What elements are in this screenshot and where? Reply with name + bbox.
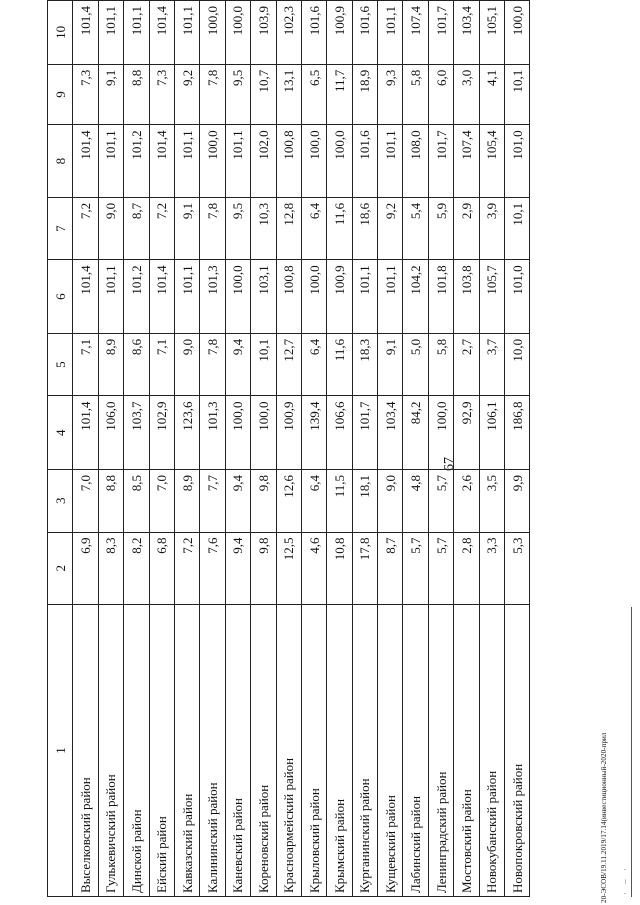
margin-line — [631, 607, 632, 897]
value-cell: 5,3 — [505, 532, 530, 604]
value-cell: 18,3 — [352, 333, 377, 396]
header-cell: 10 — [48, 1, 73, 65]
value-cell: 12,5 — [276, 532, 301, 604]
value-cell: 101,6 — [352, 1, 377, 65]
table-row — [505, 1, 530, 897]
value-cell: 7,0 — [73, 469, 98, 532]
value-cell: 103,1 — [251, 260, 276, 334]
header-cell: 3 — [48, 469, 73, 532]
header-cell: 1 — [48, 604, 73, 896]
value-cell: 6,4 — [301, 197, 326, 260]
value-cell: 5,9 — [428, 197, 453, 260]
value-cell: 101,4 — [73, 260, 98, 334]
value-cell: 101,4 — [73, 125, 98, 198]
district-name-cell: Калининский район — [200, 604, 225, 896]
value-cell: 84,2 — [403, 396, 428, 470]
table-row — [327, 1, 352, 897]
value-cell: 3,3 — [479, 532, 504, 604]
header-cell: 4 — [48, 396, 73, 470]
value-cell: 8,9 — [174, 469, 199, 532]
table-row — [98, 1, 123, 897]
value-cell: 123,6 — [174, 396, 199, 470]
value-cell: 12,7 — [276, 333, 301, 396]
value-cell: 9,4 — [225, 333, 250, 396]
value-cell: 7,8 — [200, 64, 225, 125]
value-cell: 100,0 — [428, 396, 453, 470]
value-cell: 6,0 — [428, 64, 453, 125]
value-cell: 104,2 — [403, 260, 428, 334]
value-cell: 2,6 — [454, 469, 479, 532]
value-cell: 101,1 — [98, 125, 123, 198]
value-cell: 108,0 — [403, 125, 428, 198]
value-cell: 101,2 — [124, 260, 149, 334]
margin-marks: · – · — [620, 865, 630, 895]
value-cell: 100,0 — [225, 396, 250, 470]
table-row — [479, 1, 504, 897]
table-header-row — [48, 1, 73, 897]
table-row — [73, 1, 98, 897]
table-row — [251, 1, 276, 897]
value-cell: 101,7 — [428, 125, 453, 198]
district-name-cell: Новокубанский район — [479, 604, 504, 896]
value-cell: 2,7 — [454, 333, 479, 396]
value-cell: 7,0 — [149, 469, 174, 532]
value-cell: 7,8 — [200, 333, 225, 396]
value-cell: 103,4 — [454, 1, 479, 65]
value-cell: 107,4 — [454, 125, 479, 198]
value-cell: 186,8 — [505, 396, 530, 470]
header-cell: 2 — [48, 532, 73, 604]
value-cell: 101,4 — [149, 125, 174, 198]
value-cell: 8,8 — [98, 469, 123, 532]
district-name-cell: Кущевский район — [378, 604, 403, 896]
value-cell: 9,0 — [98, 197, 123, 260]
value-cell: 5,4 — [403, 197, 428, 260]
value-cell: 9,1 — [98, 64, 123, 125]
value-cell: 7,7 — [200, 469, 225, 532]
value-cell: 7,1 — [73, 333, 98, 396]
value-cell: 9,9 — [505, 469, 530, 532]
district-name-cell: Курганинский район — [352, 604, 377, 896]
value-cell: 7,2 — [73, 197, 98, 260]
value-cell: 101,4 — [73, 396, 98, 470]
value-cell: 2,8 — [454, 532, 479, 604]
value-cell: 101,3 — [200, 260, 225, 334]
value-cell: 101,7 — [428, 1, 453, 65]
value-cell: 7,2 — [174, 532, 199, 604]
value-cell: 100,0 — [301, 260, 326, 334]
value-cell: 2,9 — [454, 197, 479, 260]
value-cell: 11,5 — [327, 469, 352, 532]
value-cell: 9,5 — [225, 64, 250, 125]
value-cell: 9,8 — [251, 532, 276, 604]
district-name-cell: Кореновский район — [251, 604, 276, 896]
value-cell: 103,7 — [124, 396, 149, 470]
value-cell: 9,5 — [225, 197, 250, 260]
value-cell: 101,4 — [73, 1, 98, 65]
district-name-cell: Гулькевичский район — [98, 604, 123, 896]
value-cell: 9,1 — [378, 333, 403, 396]
value-cell: 139,4 — [301, 396, 326, 470]
table-row — [174, 1, 199, 897]
value-cell: 101,1 — [98, 260, 123, 334]
value-cell: 8,9 — [98, 333, 123, 396]
value-cell: 4,8 — [403, 469, 428, 532]
district-name-cell: Динской район — [124, 604, 149, 896]
value-cell: 9,3 — [378, 64, 403, 125]
indicator-table — [47, 0, 530, 897]
value-cell: 101,0 — [505, 125, 530, 198]
value-cell: 101,1 — [378, 1, 403, 65]
value-cell: 101,1 — [174, 260, 199, 334]
value-cell: 100,0 — [301, 125, 326, 198]
value-cell: 6,4 — [301, 469, 326, 532]
value-cell: 6,4 — [301, 333, 326, 396]
value-cell: 102,3 — [276, 1, 301, 65]
table-row — [454, 1, 479, 897]
value-cell: 7,2 — [149, 197, 174, 260]
value-cell: 11,7 — [327, 64, 352, 125]
value-cell: 101,4 — [149, 1, 174, 65]
header-cell: 9 — [48, 64, 73, 125]
value-cell: 101,1 — [174, 125, 199, 198]
value-cell: 105,4 — [479, 125, 504, 198]
value-cell: 18,9 — [352, 64, 377, 125]
value-cell: 3,9 — [479, 197, 504, 260]
value-cell: 17,8 — [352, 532, 377, 604]
value-cell: 100,0 — [505, 1, 530, 65]
district-name-cell: Мостовский район — [454, 604, 479, 896]
value-cell: 8,2 — [124, 532, 149, 604]
value-cell: 105,7 — [479, 260, 504, 334]
value-cell: 7,6 — [200, 532, 225, 604]
table-row — [403, 1, 428, 897]
value-cell: 9,4 — [225, 469, 250, 532]
value-cell: 106,0 — [98, 396, 123, 470]
table-row — [352, 1, 377, 897]
value-cell: 3,0 — [454, 64, 479, 125]
table-row — [378, 1, 403, 897]
value-cell: 10,1 — [505, 197, 530, 260]
value-cell: 101,4 — [149, 260, 174, 334]
value-cell: 101,6 — [301, 1, 326, 65]
value-cell: 9,1 — [174, 197, 199, 260]
value-cell: 9,4 — [225, 532, 250, 604]
value-cell: 101,1 — [352, 260, 377, 334]
value-cell: 8,7 — [124, 197, 149, 260]
value-cell: 5,7 — [403, 532, 428, 604]
value-cell: 10,1 — [251, 333, 276, 396]
value-cell: 4,6 — [301, 532, 326, 604]
district-name-cell: Кавказский район — [174, 604, 199, 896]
value-cell: 101,1 — [98, 1, 123, 65]
value-cell: 101,6 — [352, 125, 377, 198]
table-row — [276, 1, 301, 897]
value-cell: 5,7 — [428, 532, 453, 604]
value-cell: 101,3 — [200, 396, 225, 470]
value-cell: 7,3 — [73, 64, 98, 125]
value-cell: 103,4 — [378, 396, 403, 470]
value-cell: 100,8 — [276, 125, 301, 198]
value-cell: 101,1 — [378, 125, 403, 198]
value-cell: 3,5 — [479, 469, 504, 532]
value-cell: 100,0 — [200, 125, 225, 198]
value-cell: 100,0 — [251, 396, 276, 470]
value-cell: 3,7 — [479, 333, 504, 396]
value-cell: 10,3 — [251, 197, 276, 260]
value-cell: 7,3 — [149, 64, 174, 125]
value-cell: 5,0 — [403, 333, 428, 396]
table-row — [301, 1, 326, 897]
value-cell: 4,1 — [479, 64, 504, 125]
footer-document-code: 20-ЭСОВ/19.11.2019/17.14(инвестиционный-2020-прил — [600, 732, 608, 903]
value-cell: 5,8 — [403, 64, 428, 125]
value-cell: 9,2 — [174, 64, 199, 125]
value-cell: 13,1 — [276, 64, 301, 125]
value-cell: 103,9 — [251, 1, 276, 65]
value-cell: 10,1 — [505, 64, 530, 125]
header-cell: 8 — [48, 125, 73, 198]
district-name-cell: Новопокровский район — [505, 604, 530, 896]
value-cell: 105,1 — [479, 1, 504, 65]
value-cell: 12,6 — [276, 469, 301, 532]
value-cell: 6,9 — [73, 532, 98, 604]
header-cell: 5 — [48, 333, 73, 396]
value-cell: 8,7 — [378, 532, 403, 604]
district-name-cell: Крымский район — [327, 604, 352, 896]
value-cell: 10,7 — [251, 64, 276, 125]
value-cell: 9,0 — [174, 333, 199, 396]
value-cell: 7,1 — [149, 333, 174, 396]
table-row — [200, 1, 225, 897]
value-cell: 101,0 — [505, 260, 530, 334]
value-cell: 102,0 — [251, 125, 276, 198]
value-cell: 101,1 — [378, 260, 403, 334]
value-cell: 101,8 — [428, 260, 453, 334]
district-name-cell: Ейский район — [149, 604, 174, 896]
value-cell: 92,9 — [454, 396, 479, 470]
value-cell: 100,0 — [200, 1, 225, 65]
header-cell: 7 — [48, 197, 73, 260]
value-cell: 100,9 — [327, 1, 352, 65]
value-cell: 9,8 — [251, 469, 276, 532]
district-name-cell: Каневский район — [225, 604, 250, 896]
value-cell: 106,6 — [327, 396, 352, 470]
value-cell: 102,9 — [149, 396, 174, 470]
value-cell: 10,8 — [327, 532, 352, 604]
district-name-cell: Ленинградский район — [428, 604, 453, 896]
value-cell: 10,0 — [505, 333, 530, 396]
value-cell: 8,5 — [124, 469, 149, 532]
value-cell: 9,0 — [378, 469, 403, 532]
value-cell: 101,7 — [352, 396, 377, 470]
district-name-cell: Лабинский район — [403, 604, 428, 896]
district-name-cell: Крыловский район — [301, 604, 326, 896]
table-row — [149, 1, 174, 897]
table-row — [124, 1, 149, 897]
value-cell: 6,5 — [301, 64, 326, 125]
value-cell: 101,2 — [124, 125, 149, 198]
value-cell: 8,8 — [124, 64, 149, 125]
table-row — [225, 1, 250, 897]
value-cell: 106,1 — [479, 396, 504, 470]
value-cell: 8,3 — [98, 532, 123, 604]
value-cell: 101,1 — [124, 1, 149, 65]
value-cell: 100,0 — [327, 125, 352, 198]
value-cell: 101,1 — [174, 1, 199, 65]
district-name-cell: Выселковский район — [73, 604, 98, 896]
value-cell: 100,0 — [225, 260, 250, 334]
value-cell: 107,4 — [403, 1, 428, 65]
value-cell: 100,0 — [225, 1, 250, 65]
district-name-cell: Красноармейский район — [276, 604, 301, 896]
value-cell: 8,6 — [124, 333, 149, 396]
value-cell: 11,6 — [327, 197, 352, 260]
value-cell: 101,1 — [225, 125, 250, 198]
value-cell: 5,8 — [428, 333, 453, 396]
value-cell: 18,1 — [352, 469, 377, 532]
value-cell: 6,8 — [149, 532, 174, 604]
value-cell: 18,6 — [352, 197, 377, 260]
value-cell: 100,9 — [276, 396, 301, 470]
table-body — [48, 1, 530, 897]
value-cell: 12,8 — [276, 197, 301, 260]
value-cell: 9,2 — [378, 197, 403, 260]
value-cell: 100,9 — [327, 260, 352, 334]
value-cell: 5,7 — [428, 469, 453, 532]
value-cell: 7,8 — [200, 197, 225, 260]
value-cell: 103,8 — [454, 260, 479, 334]
table-row — [428, 1, 453, 897]
value-cell: 11,6 — [327, 333, 352, 396]
value-cell: 100,8 — [276, 260, 301, 334]
page-number: 67 — [442, 457, 457, 471]
header-cell: 6 — [48, 260, 73, 334]
